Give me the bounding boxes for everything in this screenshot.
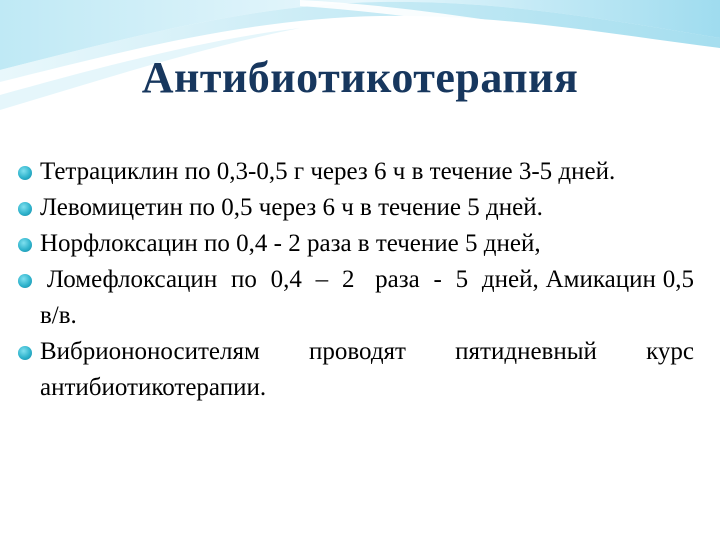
bullet-icon (18, 346, 32, 360)
list-item (18, 262, 707, 334)
list-item-text: Ломефлоксацин по 0,4 – 2 раза - 5 дней, Амикацин 0,5 в/в. (40, 266, 707, 329)
bullet-icon (18, 202, 32, 216)
list-item (18, 154, 694, 190)
bullet-icon (18, 238, 32, 252)
list-item (18, 334, 694, 406)
list-item (18, 190, 694, 226)
slide-title: Антибиотикотерапия (141, 53, 579, 102)
bullet-icon (18, 166, 32, 180)
list-item-text: Тетрациклин по 0,3-0,5 г через 6 ч в течение 3-5 дней. (40, 158, 616, 185)
bullet-icon (18, 274, 32, 288)
list-item-text: Норфлоксацин по 0,4 - 2 раза в течение 5 дней, (40, 230, 541, 257)
list-item (18, 226, 694, 262)
bullet-list (18, 154, 707, 406)
list-item-text: Левомицетин по 0,5 через 6 ч в течение 5 дней. (40, 194, 543, 221)
list-item-text: Вибриононосителям проводят пятидневный курс антибиотикотерапии. (40, 338, 694, 401)
